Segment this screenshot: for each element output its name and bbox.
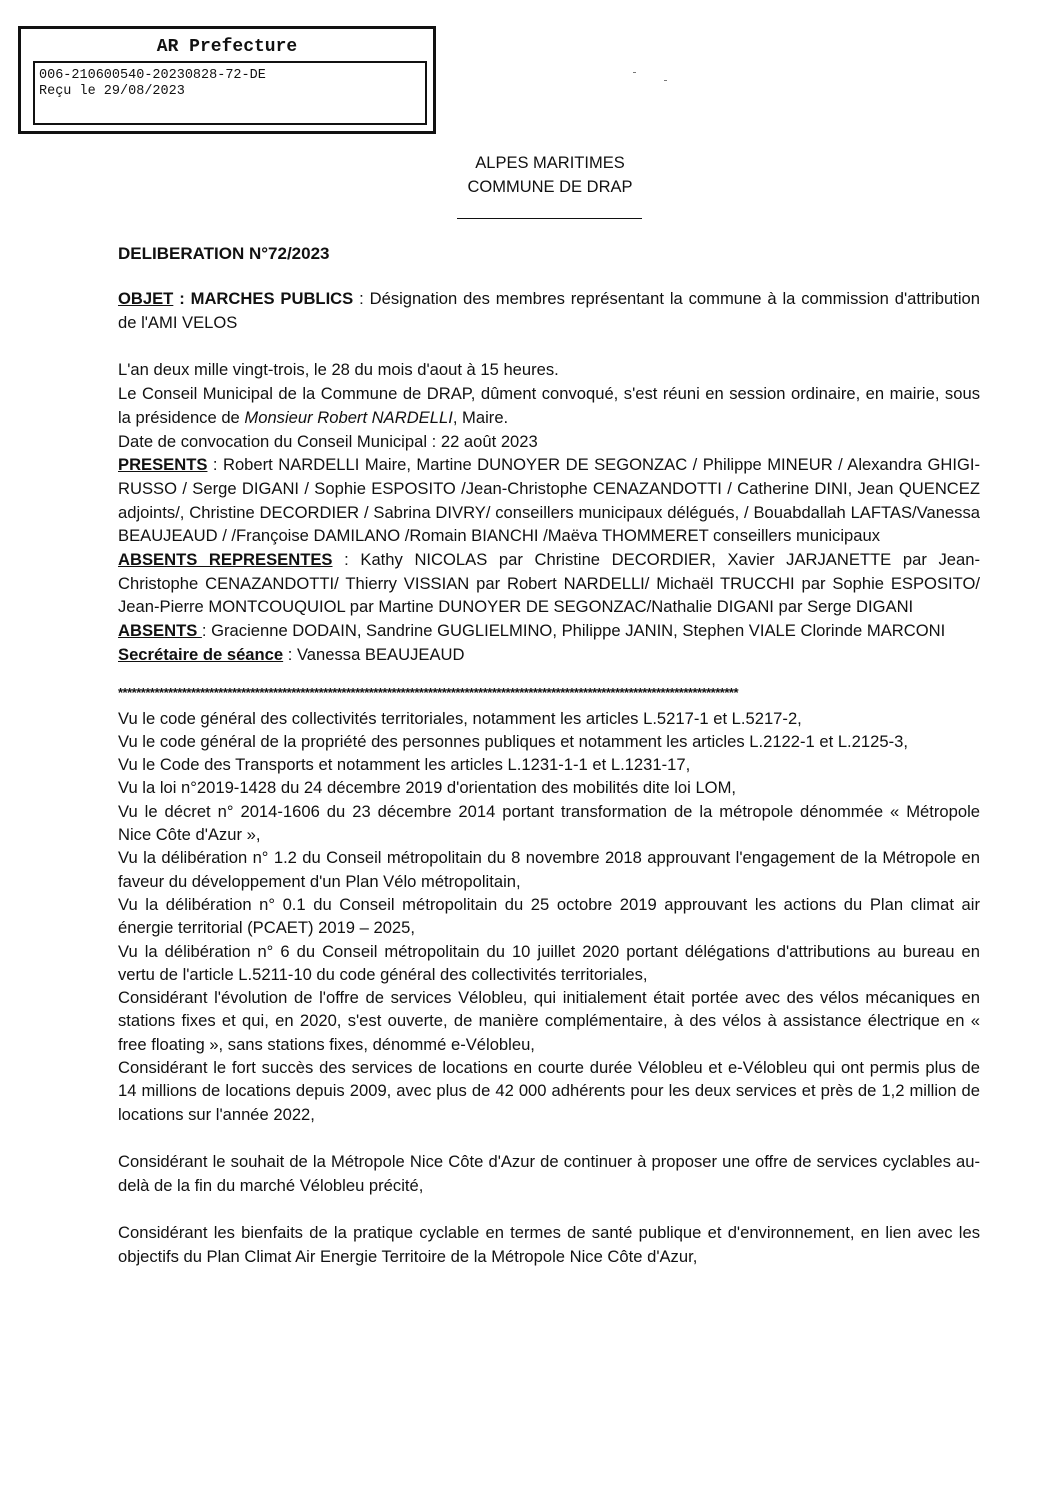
vu-item: Vu le décret n° 2014-1606 du 23 décembre 2014 portant transformation de la métropole dénommée « Métropole Nice Côte d'Azur », [118, 801, 980, 845]
vu-list [118, 707, 980, 1126]
separator-line: **************************************************************************************************************************************** [118, 684, 739, 700]
considerant-souhait: Considérant le souhait de la Métropole Nice Côte d'Azur de continuer à proposer une offre de services cyclables au-delà de la fin du marché Vélobleu précité, [118, 1151, 980, 1195]
header-commune: COMMUNE DE DRAP [467, 178, 633, 196]
stamp-reference-number: 006-210600540-20230828-72-DE [39, 68, 266, 83]
presents-paragraph [118, 453, 980, 548]
vu-item: Vu la loi n°2019-1428 du 24 décembre 2019 d'orientation des mobilités dite loi LOM, [118, 778, 737, 798]
document-body [118, 287, 980, 1269]
prefecture-stamp [18, 26, 436, 134]
vu-item: Vu le code général des collectivités territoriales, notamment les articles L.5217-1 et L.5217-2, [118, 708, 802, 728]
secretaire-text: : Vanessa BEAUJEAUD [283, 644, 465, 664]
absents-label: ABSENTS [118, 621, 202, 641]
vu-item: Vu le code général de la propriété des personnes publiques et notamment les articles L.2122-1 et L.2125-3, [118, 731, 908, 751]
vu-item: Vu la délibération n° 1.2 du Conseil métropolitain du 8 novembre 2018 approuvant l'engagement de la Métropole en faveur du développement d'un Plan Vélo métropolitain, [118, 848, 980, 891]
considerant-item: Considérant l'évolution de l'offre de services Vélobleu, qui initialement était portée avec des vélos mécaniques en stations fixes et qui, en 2020, s'est ouverte, de manière complémentaire, à des vélos à assistance électrique en « free floating », sans stations fixes, dénommé e-Vélobleu, [118, 988, 980, 1054]
intro-president: Monsieur Robert NARDELLI [244, 407, 453, 427]
vu-item: Vu le Code des Transports et notamment les articles L.1231-1-1 et L.1231-17, [118, 755, 691, 775]
absents-representes-label: ABSENTS REPRESENTES [118, 550, 333, 570]
objet-separator: : [173, 289, 191, 308]
objet-paragraph [118, 287, 980, 334]
secretaire-label: Secrétaire de séance [118, 644, 284, 664]
intro-line-3: Date de convocation du Conseil Municipal : 22 août 2023 [118, 431, 538, 451]
scan-speck [664, 80, 667, 81]
absents-paragraph [118, 619, 980, 643]
stamp-received-date: Reçu le 29/08/2023 [39, 84, 185, 99]
intro-text-b: , Maire. [452, 407, 509, 427]
absents-representes-text: : Kathy NICOLAS par Christine DECORDIER, Xavier JARJANETTE par Jean-Christophe CENAZANDOTTI/ Thierry VISSIAN par Robert NARDELLI/ Michaël TRUCCHI par Sophie ESPOSITO/ Jean-Pierre MONTCOUQUIOL par Martine DUNOYER DE SEGONZAC/Nathalie DIGANI par Serge DIGANI [118, 550, 981, 617]
objet-text: : Désignation des membres représentant la commune à la commission d'attribution de l'AMI VELOS [118, 289, 980, 332]
intro-text-a: Le Conseil Municipal de la Commune de DRAP, dûment convoqué, s'est réuni en session ordinaire, en mairie, sous la présidence de [118, 384, 980, 427]
stamp-reference-box [33, 61, 427, 125]
intro-line-1: L'an deux mille vingt-trois, le 28 du mois d'aout à 15 heures. [118, 360, 559, 380]
header-rule [457, 218, 642, 219]
absents-representes-paragraph [118, 548, 980, 619]
objet-label: OBJET [118, 289, 174, 308]
secretaire-paragraph [118, 643, 980, 667]
document-header [400, 151, 700, 199]
considerant-item: Considérant le fort succès des services de locations en courte durée Vélobleu et e-Vélobleu qui ont permis plus de 14 millions de locations depuis 2009, avec plus de 42 000 adhérents pour les deux services et près de 1,2 million de locations sur l'année 2022, [118, 1058, 980, 1124]
deliberation-title: DELIBERATION N°72/2023 [118, 244, 330, 263]
objet-subject: MARCHES PUBLICS [190, 289, 354, 308]
absents-text: : Gracienne DODAIN, Sandrine GUGLIELMINO, Philippe JANIN, Stephen VIALE Clorinde MARCONI [201, 621, 946, 641]
intro-line-2 [118, 382, 980, 429]
presents-text: : Robert NARDELLI Maire, Martine DUNOYER DE SEGONZAC / Philippe MINEUR / Alexandra GHIGI-RUSSO / Serge DIGANI / Sophie ESPOSITO /Jean-Christophe CENAZANDOTTI / Catherine DINI, Jean QUENCEZ adjoints/, Christine DECORDIER / Sabrina DIVRY/ conseillers municipaux délégués, / Bouabdallah LAFTAS/Vanessa BEAUJEAUD / /Françoise DAMILANO /Romain BIANCHI /Maëva THOMMERET conseillers municipaux [118, 455, 980, 546]
vu-item: Vu la délibération n° 6 du Conseil métropolitain du 10 juillet 2020 portant délégations d'attributions au bureau en vertu de l'article L.5211-10 du code général des collectivités territoriales, [118, 941, 980, 984]
vu-item: Vu la délibération n° 0.1 du Conseil métropolitain du 25 octobre 2019 approuvant les actions du Plan climat air énergie territorial (PCAET) 2019 – 2025, [118, 894, 980, 938]
header-region: ALPES MARITIMES [475, 154, 625, 172]
presents-label: PRESENTS [118, 455, 208, 475]
considerant-bienfaits: Considérant les bienfaits de la pratique cyclable en termes de santé publique et d'environnement, en lien avec les objectifs du Plan Climat Air Energie Territoire de la Métropole Nice Côte d'Azur, [118, 1223, 980, 1266]
scan-speck [633, 72, 636, 73]
stamp-title: AR Prefecture [156, 37, 298, 57]
